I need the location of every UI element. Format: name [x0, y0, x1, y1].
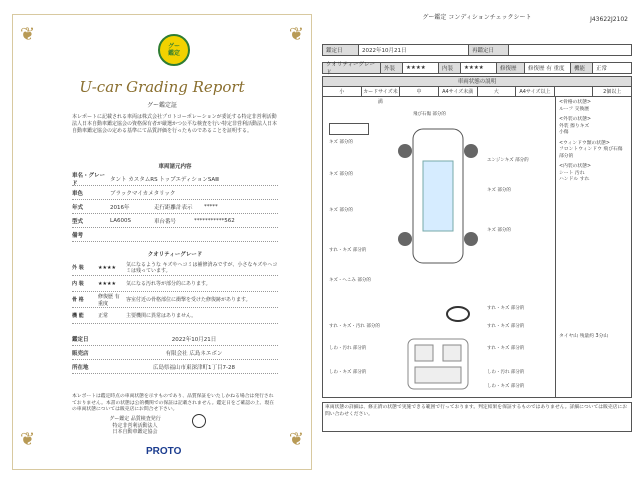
panel-title: 車両状態の説明: [323, 77, 631, 87]
steering-wheel-icon: [445, 305, 471, 323]
damage-label: キズ 部分的: [329, 208, 353, 213]
dealer-table: [72, 332, 278, 374]
row-key: 年式: [72, 204, 84, 211]
note-line: 外装 擦りキズ: [559, 123, 590, 129]
row-value-2: *****: [204, 203, 218, 210]
address-value: 広島県福山市東深津町1丁目7-28: [153, 364, 235, 371]
appraisal-date-label: 鑑定日: [323, 45, 359, 55]
function-value: 正常: [596, 66, 608, 72]
quality-section-title: クオリティーグレード: [147, 252, 203, 258]
damage-label: キズ 部分的: [487, 188, 511, 193]
quality-desc: 気になる汚れ等が部分的にあります。: [126, 280, 211, 287]
exterior-stars: ★★★★: [403, 63, 439, 73]
ornament-bottom-left-icon: ❦: [20, 429, 36, 450]
reappraisal-date-label: 再鑑定日: [469, 45, 509, 55]
note-line: タイヤ山 残量約 3分山: [559, 333, 609, 339]
quality-key: 機 能: [72, 313, 84, 319]
quality-score: ★★★★: [98, 264, 116, 271]
sheet-footnote: 車両状態の詳細は、修正済の状態で実施できる範囲で行っております。判定結果を保証するものではありません。詳細については販売店にお問い合わせください。: [322, 402, 632, 432]
note-line: ルーフ 交換歴: [559, 106, 590, 112]
date-value: 2022年10月21日: [171, 336, 217, 343]
row-key-2: 車台番号: [154, 218, 177, 225]
quality-score: 修復歴 有 重度: [98, 293, 120, 307]
quality-row-function: [72, 308, 278, 324]
scale-cell: 大: [478, 87, 517, 96]
vehicle-row-model: [72, 214, 278, 228]
quality-desc: 客室付近の骨格部位に衝撃を受けた修復跡があります。: [126, 296, 251, 303]
issuer-block: [100, 416, 170, 436]
scale-cell: 中: [400, 87, 439, 96]
vehicle-table: [72, 172, 278, 242]
scale-cell: A4サイズ未満: [439, 87, 478, 96]
damage-label: しわ・キズ 部分的: [329, 370, 367, 375]
interior-label: 内装: [439, 63, 461, 73]
damage-label: しわ・キズ 部分的: [487, 384, 525, 389]
proto-logo: PROTO: [146, 446, 182, 457]
damage-label: すれ・キズ 部分的: [487, 346, 525, 351]
damage-label: 飛び石傷 部分的: [413, 112, 446, 117]
vehicle-row-year: [72, 200, 278, 214]
note-line: <骨格の状態>: [559, 100, 592, 105]
quality-table: [72, 260, 278, 324]
condition-check-sheet: [322, 8, 632, 474]
dealer-row: [72, 346, 278, 360]
damage-label: しわ・汚れ 部分的: [487, 370, 525, 375]
quality-desc: 気になるような キズやヘコミは補修済みですが、小さなキズやヘコミは残っています。: [126, 261, 278, 274]
row-value: 2016年: [110, 204, 130, 211]
damage-label: すれ・キズ 部分的: [487, 306, 525, 311]
row-key: 備考: [72, 232, 84, 239]
grading-certificate: [12, 14, 312, 470]
goo-appraisal-badge: [158, 34, 190, 66]
row-value: ブラックマイカメタリック: [110, 190, 176, 197]
badge-line-1: グー: [167, 43, 180, 50]
dealer-label: 販売店: [72, 350, 89, 357]
date-label: 鑑定日: [72, 336, 89, 343]
note-line: シート 汚れ: [559, 170, 585, 176]
ornament-bottom-right-icon: ❦: [288, 429, 304, 450]
quality-row-interior: [72, 276, 278, 292]
damage-label: エンジンキズ 部分的: [487, 158, 529, 163]
appraisal-date-value: 2022年10月21日: [359, 45, 469, 55]
vehicle-condition-panel: [322, 76, 632, 398]
car-interior-diagram: [403, 335, 473, 393]
vehicle-row-notes: [72, 228, 278, 242]
issuer-line: 日本自動車鑑定協会: [112, 429, 158, 435]
condition-notes: [555, 97, 631, 397]
vehicle-row-color: [72, 186, 278, 200]
quality-desc: 主要機関に異常はありません。: [126, 312, 197, 319]
row-value: タント カスタムRS トップエディションSAⅢ: [110, 176, 219, 183]
date-row: [72, 332, 278, 346]
quality-key: 骨 格: [72, 297, 84, 303]
certificate-title: U-car Grading Report: [79, 78, 245, 96]
note-line: <ウィンドウ類の状態>: [559, 140, 610, 146]
reappraisal-date-value: [509, 45, 631, 55]
scale-cell: カードサイズ未満: [362, 87, 401, 96]
ornament-top-left-icon: ❦: [20, 24, 36, 45]
damage-label: キズ 部分的: [329, 140, 353, 145]
grade-label: クオリティーグレード: [323, 63, 381, 73]
interior-stars: ★★★★: [461, 63, 497, 73]
row-key: 車色: [72, 190, 84, 197]
address-row: [72, 360, 278, 374]
damage-box: [329, 123, 369, 135]
row-key: 型式: [72, 218, 84, 225]
damage-label: キズ・へこみ 部分的: [329, 278, 371, 283]
damage-label: キズ 部分的: [487, 228, 511, 233]
quality-row-frame: [72, 292, 278, 308]
grade-grid-row: [322, 62, 632, 74]
scale-cell: A4サイズ以上: [516, 87, 555, 96]
quality-key: 内 装: [72, 281, 84, 287]
ornament-top-right-icon: ❦: [288, 24, 304, 45]
quality-key: 外 装: [72, 265, 84, 271]
scale-cell: 2個以上: [603, 89, 622, 95]
jaaa-logo-icon: [192, 414, 206, 428]
vehicle-section-title: 車両諸元内容: [158, 164, 192, 170]
quality-score: 正常: [98, 313, 109, 319]
car-top-view-diagram: [393, 121, 483, 271]
note-line: フロントウィンドウ 飛び石傷 部分的: [559, 147, 623, 159]
date-grid-row: [322, 44, 632, 56]
address-label: 所在地: [72, 364, 89, 371]
vehicle-row-name: [72, 172, 278, 186]
quality-score: ★★★★: [98, 280, 116, 287]
note-line: ハンドル すれ: [559, 177, 590, 182]
dealer-value: 有限会社 広島ネエボン: [165, 350, 223, 357]
sheet-title: グー鑑定 コンディションチェックシート: [422, 14, 532, 21]
certificate-subtitle: グー鑑定証: [146, 102, 177, 109]
row-value: LA600S: [110, 217, 131, 224]
quality-row-exterior: [72, 260, 278, 276]
note-line: <内装の状態>: [559, 164, 592, 169]
damage-label: キズ 部分的: [329, 172, 353, 177]
function-label: 機能: [571, 63, 593, 73]
certificate-intro: 本レポートに記載される車両は株式会社プロトコーポレーションが委託する特定非営利活動法人日本自動車鑑定協会の資格保有者が厳選かつ公平な検査を行い特定非営利活動法人日本自動車鑑定協会の定める基準にて品質評価を行ったものであることを証明する。: [72, 114, 278, 134]
sheet-number: J43622J2102: [590, 16, 628, 23]
scale-cell: [555, 87, 594, 96]
issuer-line: 特定非営利活動法人: [112, 422, 158, 429]
damage-label: すれ・キズ・汚れ 部分的: [329, 324, 380, 329]
row-key-2: 走行距離計表示: [154, 204, 193, 211]
repair-value: 修復歴 有 重度: [525, 63, 571, 73]
damage-label: すれ・キズ 部分的: [329, 248, 367, 253]
row-value-2: ***********562: [194, 217, 235, 224]
note-line: <外装の状態>: [559, 117, 592, 122]
note-line: 小傷: [559, 130, 569, 135]
row-key: 車名・グレード: [72, 172, 106, 187]
issuer-line: グー鑑定 品質検査発行: [109, 416, 161, 422]
exterior-label: 外装: [381, 63, 403, 73]
repair-label: 修復歴: [497, 63, 525, 73]
scale-cell: 小: [323, 87, 362, 96]
damage-label: しわ・汚れ 部分的: [329, 346, 367, 351]
certificate-footnote: 本レポートは鑑定時点の車両状態を示すものであり、品質保証をいたしかねる場合は発行されておりません。本書の状態は公的機関での保証は記載されません。鑑定日をご確認の上、現在の車両状態については販売店にお問合せ下さい。: [72, 394, 275, 412]
damage-label: すれ・キズ 部分的: [487, 324, 525, 329]
badge-line-2: 鑑定: [167, 50, 180, 57]
